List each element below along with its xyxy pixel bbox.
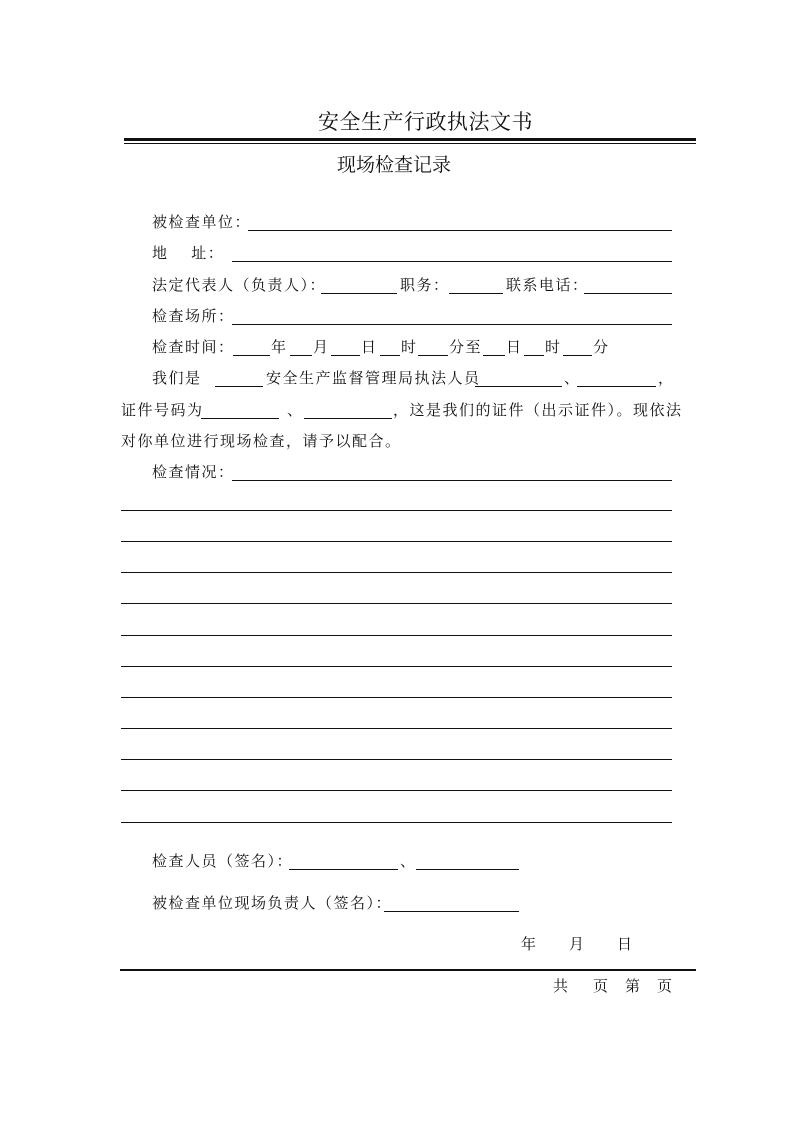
year-unit: 年: [271, 338, 288, 356]
statement-cert-no: 证件号码为: [121, 401, 204, 419]
situation-line[interactable]: [121, 759, 672, 760]
hour-unit: 时: [401, 338, 418, 356]
footer-pages: 页: [593, 977, 610, 995]
situation-line-1[interactable]: [232, 480, 672, 481]
form-title: 现场检查记录: [337, 154, 452, 176]
situation-line[interactable]: [121, 603, 672, 604]
situation-line[interactable]: [121, 790, 672, 791]
day2-field[interactable]: [483, 355, 505, 356]
date-day: 日: [617, 935, 634, 953]
statement-continuation: ，这是我们的证件（出示证件）。现依法: [393, 401, 683, 419]
day2-unit: 日: [506, 338, 523, 356]
situation-line[interactable]: [121, 510, 672, 511]
situation-line[interactable]: [121, 666, 672, 667]
site-manager-signature-label: 被检查单位现场负责人（签名）：: [152, 894, 393, 912]
footer-total: 共: [553, 977, 570, 995]
situation-label: 检查情况：: [152, 463, 235, 481]
date-month: 月: [569, 935, 586, 953]
statement-sep2: 、: [287, 401, 304, 419]
statement-comma: ，: [658, 369, 675, 387]
site-label: 检查场所：: [152, 307, 235, 325]
signature-separator: 、: [400, 852, 417, 870]
site-manager-signature-field[interactable]: [384, 911, 519, 912]
officer2-field[interactable]: [577, 386, 656, 387]
header-rule-thin: [124, 143, 696, 144]
inspector2-signature-field[interactable]: [416, 869, 519, 870]
legal-rep-field[interactable]: [321, 293, 397, 294]
month-field[interactable]: [290, 355, 312, 356]
situation-line[interactable]: [121, 572, 672, 573]
agency-title: 安全生产行政执法文书: [318, 110, 533, 134]
hour-field[interactable]: [380, 355, 400, 356]
position-label: 职务：: [400, 276, 450, 294]
footer-page: 页: [657, 977, 674, 995]
inspected-unit-label: 被检查单位：: [152, 213, 252, 231]
footer-page-no: 第: [625, 977, 642, 995]
cert1-field[interactable]: [201, 418, 279, 419]
date-year: 年: [521, 935, 538, 953]
minute2-field[interactable]: [563, 355, 592, 356]
address-label: 地 址：: [152, 244, 225, 262]
day-unit: 日: [361, 338, 378, 356]
hour2-field[interactable]: [524, 355, 544, 356]
day-field[interactable]: [331, 355, 360, 356]
officer1-field[interactable]: [475, 386, 562, 387]
address-field[interactable]: [232, 261, 672, 262]
statement-line3: 对你单位进行现场检查，请予以配合。: [121, 432, 402, 450]
cert2-field[interactable]: [304, 418, 392, 419]
time-label: 检查时间：: [152, 338, 235, 356]
bureau-name-field[interactable]: [215, 386, 263, 387]
situation-line[interactable]: [121, 541, 672, 542]
situation-line[interactable]: [121, 822, 672, 823]
position-field[interactable]: [449, 293, 503, 294]
minute-to-unit: 分至: [449, 338, 483, 356]
phone-field[interactable]: [584, 293, 672, 294]
header-rule-thick: [124, 138, 696, 141]
footer-rule: [120, 969, 696, 971]
situation-line[interactable]: [121, 635, 672, 636]
hour2-unit: 时: [545, 338, 562, 356]
statement-separator: 、: [564, 369, 581, 387]
situation-line[interactable]: [121, 697, 672, 698]
site-field[interactable]: [232, 324, 672, 325]
statement-bureau: 安全生产监督管理局执法人员: [266, 369, 481, 387]
inspectors-signature-label: 检查人员（签名）：: [152, 852, 294, 870]
year-field[interactable]: [233, 355, 270, 356]
situation-line[interactable]: [121, 728, 672, 729]
legal-rep-label: 法定代表人（负责人）：: [152, 276, 327, 294]
minute-field[interactable]: [418, 355, 448, 356]
month-unit: 月: [313, 338, 330, 356]
statement-we-are: 我们是: [152, 369, 202, 387]
inspected-unit-field[interactable]: [248, 230, 672, 231]
inspector1-signature-field[interactable]: [289, 869, 398, 870]
phone-label: 联系电话：: [506, 276, 589, 294]
minute2-unit: 分: [593, 338, 610, 356]
